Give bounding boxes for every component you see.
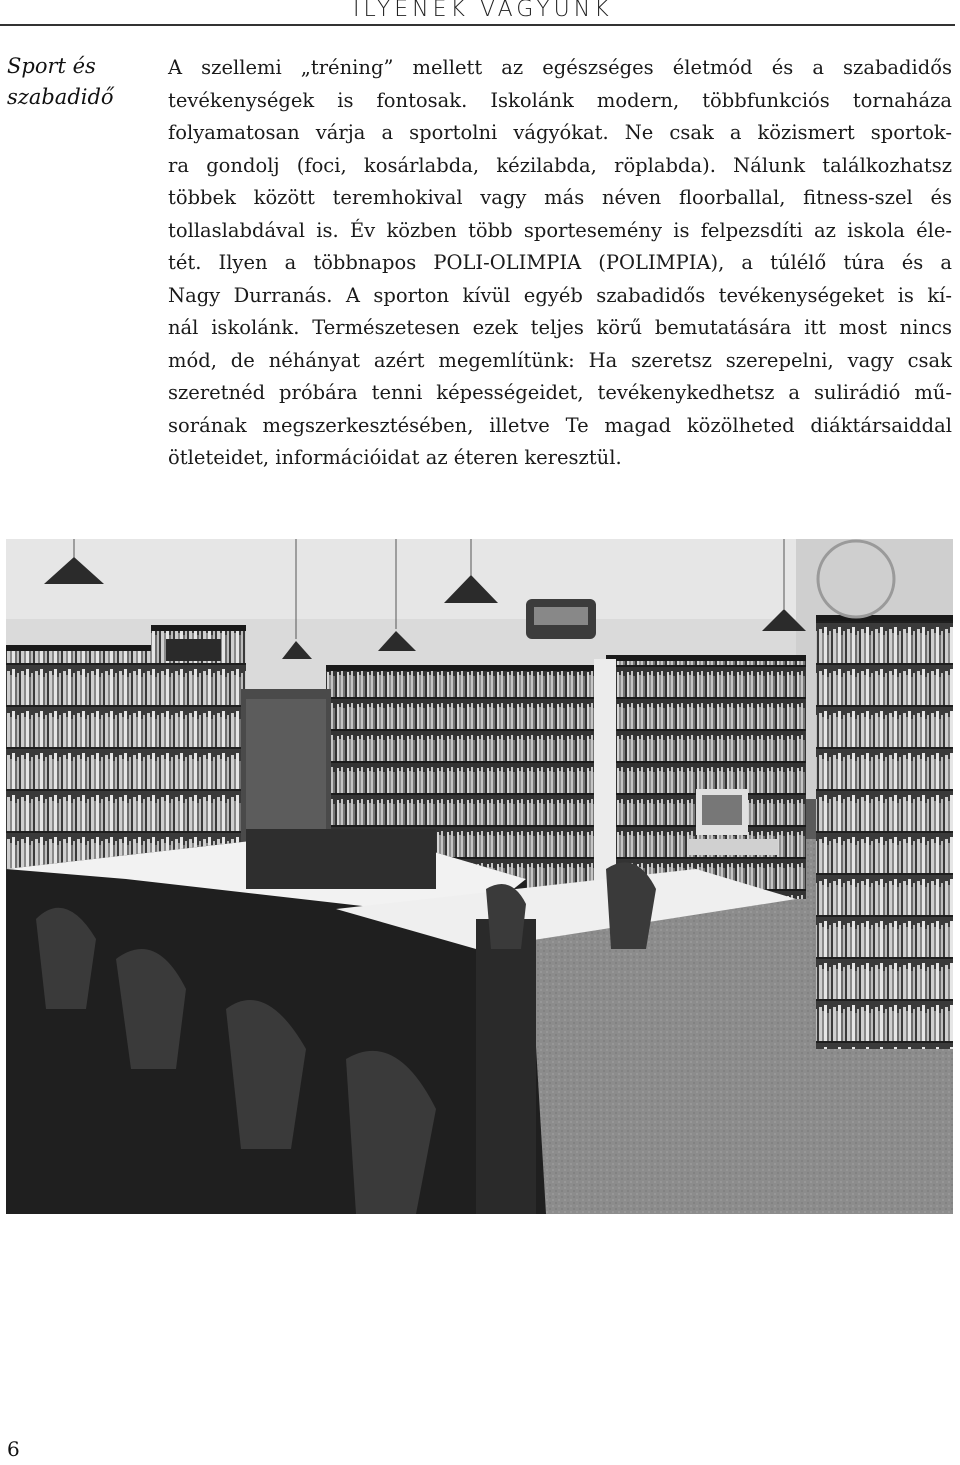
body-line: tevékenységek is fontosak. Iskolánk modern, többfunkciós tornaháza — [168, 88, 952, 112]
header-rule — [0, 24, 955, 26]
body-line: többek között teremhokival vagy más néven floorballal, fitness-szel és — [168, 186, 952, 209]
library-photo — [6, 539, 953, 1214]
body-line: nál iskolánk. Természetesen ezek teljes körű bemutatására itt most nincs — [168, 316, 952, 339]
body-line: szeretnéd próbára tenni képességeidet, tevékenykedhetsz a sulirádió mű- — [168, 381, 952, 404]
body-line: A szellemi „tréning” mellett az egészséges életmód és a szabadidős — [168, 56, 952, 79]
body-line: Nagy Durranás. A sporton kívül egyéb szabadidős tevékenységeket is kí- — [168, 283, 952, 307]
section-label-line1: Sport és — [7, 54, 96, 78]
body-line: tollaslabdával is. Év közben több sportesemény is felpezsdíti az iskola éle- — [168, 218, 952, 242]
body-paragraph — [168, 52, 952, 475]
body-line: mód, de néhányat azért megemlítünk: Ha szeretsz szerepelni, vagy csak — [168, 348, 952, 372]
section-label — [7, 51, 157, 113]
body-line: tét. Ilyen a többnapos POLI-OLIMPIA (POLIMPIA), a túlélő túra és a — [168, 251, 952, 274]
page-number: 6 — [7, 1437, 20, 1461]
running-header: ILYENEK VAGYUNK — [353, 0, 613, 22]
body-line: sorának megszerkesztésében, illetve Te magad közölheted diáktársaiddal — [168, 413, 952, 437]
section-label-line2: szabadidő — [7, 85, 114, 109]
body-line: folyamatosan várja a sportolni vágyókat. Ne csak a közismert sportok- — [168, 121, 952, 144]
body-line: ra gondolj (foci, kosárlabda, kézilabda, röplabda). Nálunk találkozhatsz — [168, 153, 952, 177]
body-line: ötleteidet, információidat az éteren keresztül. — [168, 446, 622, 469]
